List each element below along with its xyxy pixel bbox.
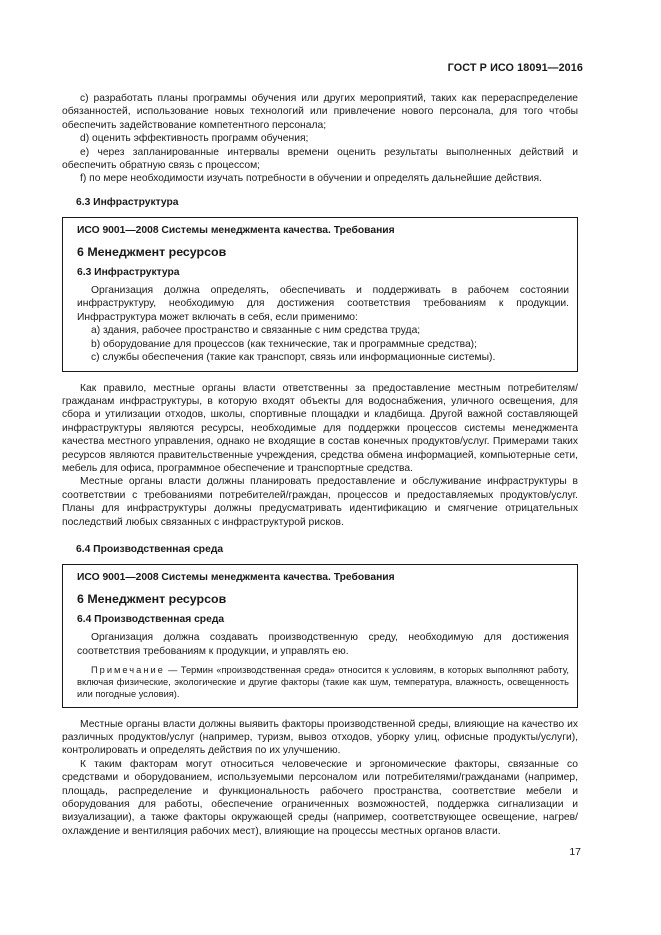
quote-box-6-3 (62, 217, 578, 371)
quote-box-6-4 (62, 564, 578, 707)
quote-box-paragraph: Организация должна определять, обеспечивать и поддерживать в рабочем состоянии инфраструктуру, необходимую для достижения соответствия требованиям к продукции. Инфраструктура может включать в себя, если применимо: (77, 285, 569, 323)
body-paragraph: К таким факторам могут относиться человеческие и эргономические факторы, связанные со средствами и оборудованием, используемыми персоналом или потребителями/гражданами (например, площадь, распределение и функциональность рабочего пространства, соответствие мебели и оборудования для работы, обеспечение ограниченных возможностей, поддержка сигнализации и визуализации), а также факторы окружающей среды (например, соответствующее освещение, нагрев/охлаждение и вентиляция рабочих мест), влияющие на процессы местных органов власти. (62, 758, 578, 837)
page-number: 17 (569, 846, 581, 858)
quote-box-item-b: b) оборудование для процессов (как технические, так и программные средства); (91, 338, 477, 350)
intro-item-e: e) через запланированные интервалы времени оценить результаты выполненных действий и обеспечить обратную связь с процессом; (62, 146, 578, 172)
quote-box-subheading: 6.3 Инфраструктура (77, 266, 180, 278)
note-label: Примечание (91, 665, 165, 675)
body-paragraph: Местные органы власти должны планировать предоставление и обслуживание инфраструктуры в соответствии с требованиями потребителей/граждан, процессов и предоставляемых продуктов/услуг. Планы для инфраструктуры должны предусматривать идентификацию и смягчение отрицательных последствий любых связанных с инфраструктурой рисков. (62, 476, 578, 528)
intro-item-d: d) оценить эффективность программ обучения; (80, 133, 309, 145)
section-heading-6-3: 6.3 Инфраструктура (76, 196, 179, 208)
quote-box-note (77, 664, 569, 701)
quote-box-heading: 6 Менеджмент ресурсов (77, 244, 227, 259)
quote-box-title: ИСО 9001—2008 Системы менеджмента качества. Требования (77, 225, 395, 237)
quote-box-heading: 6 Менеджмент ресурсов (77, 591, 227, 606)
section-heading-6-4: 6.4 Производственная среда (76, 543, 224, 555)
page-content (62, 92, 578, 838)
quote-box-item-a: a) здания, рабочее пространство и связанные с ним средства труда; (91, 325, 421, 337)
body-paragraph: Как правило, местные органы власти ответственны за предоставление местным потребителям/гражданам инфраструктуры, в которую входят объекты для водоснабжения, уличного освещения, для сбора и утилизации отходов, школы, спортивные площадки и кладбища. Другой важной составляющей инфраструктуры являются ресурсы, необходимые для поддержки процессов системы менеджмента качества местного управления, однако не входящие в состав конечных продуктов/услуг. Примерами таких ресурсов являются правительственные учреждения, средства обмена информацией, компьютерные сети, мебель для офиса, программное обеспечение и транспортные средства. (62, 382, 578, 474)
note-text: — Термин «производственная среда» относится к условиям, в которых выполняют работу, включая физические, экологические и другие факторы (такие как шум, температура, влажность, освещенность или погодные условия). (77, 665, 569, 700)
quote-box-item-c: c) службы обеспечения (такие как транспорт, связь или информационные системы). (91, 352, 496, 364)
intro-item-f: f) по мере необходимости изучать потребности в обучении и определять дальнейшие действия. (80, 173, 542, 185)
intro-item-c: c) разработать планы программы обучения или других мероприятий, таких как перераспределение обязанностей, использование новых технологий или привлечение нового персонала, для того чтобы обеспечить задействование компетентного персонала; (62, 93, 578, 131)
body-paragraph: Местные органы власти должны выявить факторы производственной среды, влияющие на качество их различных продуктов/услуг (например, туризм, вывоз отходов, уборку улиц, офисные продукты/услуги), контролировать и определять действия по их улучшению. (62, 718, 578, 757)
quote-box-paragraph: Организация должна создавать производственную среду, необходимую для достижения соответствия требованиям к продукции, и управлять ею. (77, 632, 569, 657)
quote-box-subheading: 6.4 Производственная среда (77, 613, 225, 625)
standard-code: ГОСТ Р ИСО 18091—2016 (447, 62, 583, 74)
quote-box-title: ИСО 9001—2008 Системы менеджмента качества. Требования (77, 572, 395, 584)
